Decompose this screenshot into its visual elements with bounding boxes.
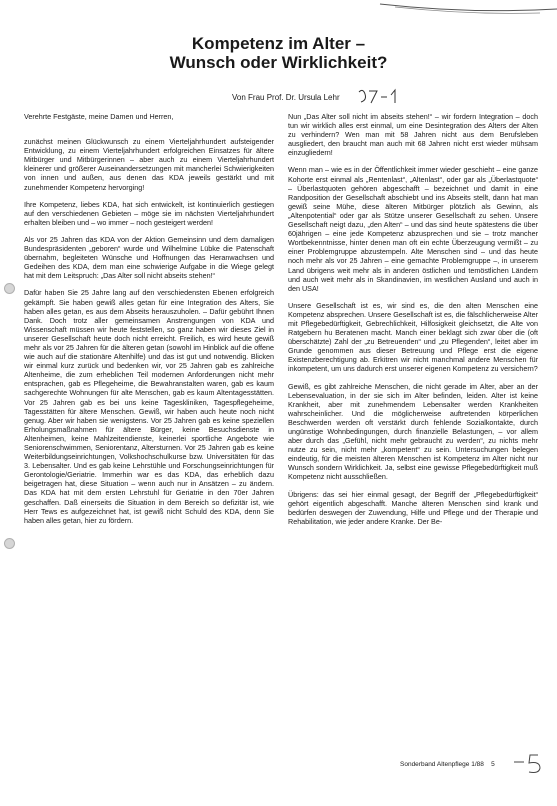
title-line-2: Wunsch oder Wirklichkeit?: [169, 53, 388, 72]
paragraph: Übrigens: das sei hier einmal gesagt, der Begriff der „Pflegebedürftigkeit“ gehört eigentlich abgeschafft. Manche älteren Menschen sind krank und bedürfen deswegen der Zuwendung, Hilfe und Pflege und der Therapie und Rehabilitation, wie jeder andere Kranke. Der Be-: [288, 489, 538, 526]
paragraph-greeting: Verehrte Festgäste, meine Damen und Herren,: [24, 112, 174, 121]
paragraph: Als vor 25 Jahren das KDA von der Aktion Gemeinsinn und dem damaligen Bundespräsidenten „geboren“ wurde und Wilhelmine Lübke die Patenschaft übernahm, begleiteten Wünsche und Hoffnungen das Heranwachsen und Gedeihen des KDA, dem man eine schwierige Aufgabe in die Wiege gelegt hat mit dem Leitspruch: „Das Alter soll nicht abseits stehen!“: [24, 234, 274, 281]
page-title: [0, 34, 557, 72]
paragraph: Dafür haben Sie 25 Jahre lang auf den verschiedensten Ebenen erfolgreich gekämpft. Sie haben gewiß alles getan für eine Integration des Alters, Sie haben alles getan, es aus dem Abseits herauszuholen. – Dafür gebührt Ihnen Dank. Doch trotz aller gemeinsamen Anstrengungen von KDA und Wissenschaft müssen wir heute feststellen, so ganz haben wir dieses Ziel in unserer Gesellschaft heute doch nicht erreicht. Freilich, es wird heute gewiß mehr als vor 25 Jahren für die älteren getan (sowohl im Hinblick auf die offene wie auch auf die stationäre Altenhilfe) und das ist gut und notwendig. Blicken wir einmal kurz zurück und bedenken wir, vor 25 Jahren gab es zahlreiche Altenheime, die zum erheblichen Teil modernen Anforderungen nicht mehr entsprachen, gab es Pflegeheime, die Bewahranstalten waren, gab es kaum sachgerechte Wohnungen für alte Menschen, gab es kaum Altentagesstätten. Vor 25 Jahren gab es bei uns keine Tageskliniken, Tagespflegeheime, Tagesstätten für ältere Menschen. Gewiß, wir haben auch heute noch nicht genug. Aber wir haben sie wenigstens. Vor 25 Jahren gab es keine speziellen Erholungsmaßnahmen für ältere Bürger, keine Besuchsdienste in Altenheimen, keine Mahlzeitendienste, keinerlei sportliche Angebote wie Seniorenschwimmen, Seniorentanz, Altersturnen. Vor 25 Jahren gab es keine Weiterbildungseinrichtungen, Volkshochschulkurse bzw. Universitäten für das 3. Lebensalter. Und es gab keine Lehrstühle und Forschungseinrichtungen für Gerontologie/Geriatrie. Immerhin war es das KDA, das erheblich dazu beigetragen hat, diese Situation – wenn auch nur in Ansätzen – zu ändern. Das KDA hat mit dem ersten Lehrstuhl für Geriatrie in den 70er Jahren geschaffen. Daß einerseits die Situation in dem Bereich so defizitär ist, wie Herr Tews es aufgezeichnet hat, ist gewiß nicht Schuld des KDA, denn Sie haben alles getan, hier zu fördern.: [24, 288, 274, 525]
right-column: [288, 112, 538, 534]
author-line: Von Frau Prof. Dr. Ursula Lehr: [232, 93, 340, 102]
paragraph: Wenn man – wie es in der Öffentlichkeit immer wieder geschieht – eine ganze Kohorte erst einmal als „Rentenlast“, „Altenlast“, oder gar als „Überlastquote“ – Überlastquoten gehören abgeschafft – bezeichnet und damit in eine Randposition der Gesellschaft abschiebt und ins Abseits stellt, dann hat man gewiß seine Mühe, diese älteren Mitbürger plötzlich als Gewinn, als „Altenpotential“ oder gar als Stütze unserer Gesellschaft zu sehen. Unsere Gesellschaft neigt dazu, „den Alten“ – und das sind heute spätestens die über 60jährigen – eine jede Kompetenz abzusprechen und sie – trotz mancher Wortbekenntnisse, hinter denen man oft ein echte Überzeugung vermißt – zu einer Problemgruppe abzustempeln. Alte Menschen sind – und das heute noch mehr als vor 25 Jahren – eine gemachte Problemgruppe –, in unserem Land übrigens weit mehr als in anderen östlichen und temöstlichen Ländern und auch weit mehr als in Skandinavien, im westlichen Ausland und auch in den USA!: [288, 165, 538, 293]
decorative-swoosh: [0, 0, 557, 30]
footer-page-number: 5: [491, 761, 495, 768]
paragraph: Gewiß, es gibt zahlreiche Menschen, die nicht gerade im Alter, aber an der Lebensevaluation, in der sie sich im Alter befinden, leiden. Alter ist keine Krankheit, aber mit zunehmendem Lebensalter werden Krankheiten wahrscheinlicher. Und die möglicherweise auftretenden körperlichen Beschwerden werden oft verstärkt durch fehlende Sozialkontakte, durch ungünstige Wohnbedingungen, durch finanzielle Belastungen, – vor allem aber durch das „Gefühl, nicht mehr gebraucht zu werden“, zu nichts mehr nutze zu sein, nicht mehr „kompetent“ zu sein. Untersuchungen belegen eindeutig, für die meisten älteren Menschen ist Kompetenz im Alter nicht nur Wunsch sondern Wirklichkeit. Ja, selbst eine gewisse Pflegebedürftigkeit muß Kompetenz nicht ausschließen.: [288, 381, 538, 482]
title-line-1: Kompetenz im Alter –: [191, 34, 366, 53]
footer-publication: Sonderband Altenpflege 1/88: [400, 761, 484, 768]
handwritten-page-note: [355, 86, 405, 106]
punch-hole-mark: [4, 538, 15, 549]
paragraph: Ihre Kompetenz, liebes KDA, hat sich entwickelt, ist kontinuierlich gestiegen auf den verschiedenen Gebieten – möge sie im nächsten Vierteljahrhundert erhalten bleiben und – wo immer – noch gesteigert werden!: [24, 199, 274, 227]
left-column: [24, 112, 274, 533]
paragraph: Nun „Das Alter soll nicht im abseits stehen!“ – wir fordern Integration – doch tun wir wirklich alles erst einmal, um eine Desintegration des Alters der Alten zu verhindern? Wen man mit 58 Jahren nicht aus dem Berufsleben ausgliedert, den braucht man auch mit 68 Jahren nicht erst wieder mühsam einzugliedern!: [288, 112, 538, 158]
footer-source: [400, 761, 495, 768]
handwritten-page-mark: [510, 752, 550, 776]
punch-hole-mark: [4, 283, 15, 294]
paragraph: zunächst meinen Glückwunsch zu einem Vierteljahrhundert aufsteigender Entwicklung, zu einem Vierteljahrhundert erfolgreichen Einsatzes für ältere Mitbürger und Mitbürgerinnen – aber auch zu einem Vierteljahrhundert kleinerer und größerer Auseinandersetzungen mit mancherlei Schwierigkeiten von innen und außen, aus denen das KDA jeweils gestärkt und mit zunehmender Kompetenz hervorging!: [24, 137, 274, 192]
paragraph: Unsere Gesellschaft ist es, wir sind es, die den alten Menschen eine Kompetenz absprechen. Unsere Gesellschaft ist es, die fälschlicherweise Alter mit Pflegebedürftigkeit, Gebrechlichkeit, Hilfosigkeit gleichsetzt, die Alte von Ratgebern hu Beratenen macht. Manch einer beklagt sich zwar über die (oft überschätzte) Zahl der „zu Betreuenden“ und „zu Pflegenden“, leitet aber im Grunde genommen aus dieser Betreuung und Pflege erst die eigene Existenzberechtigung ab. Erkitren wir nicht manchmal andere Menschen für inkompetent, um uns dadurch erst unserer eigenen Kompetenz zu versichern?: [288, 300, 538, 374]
